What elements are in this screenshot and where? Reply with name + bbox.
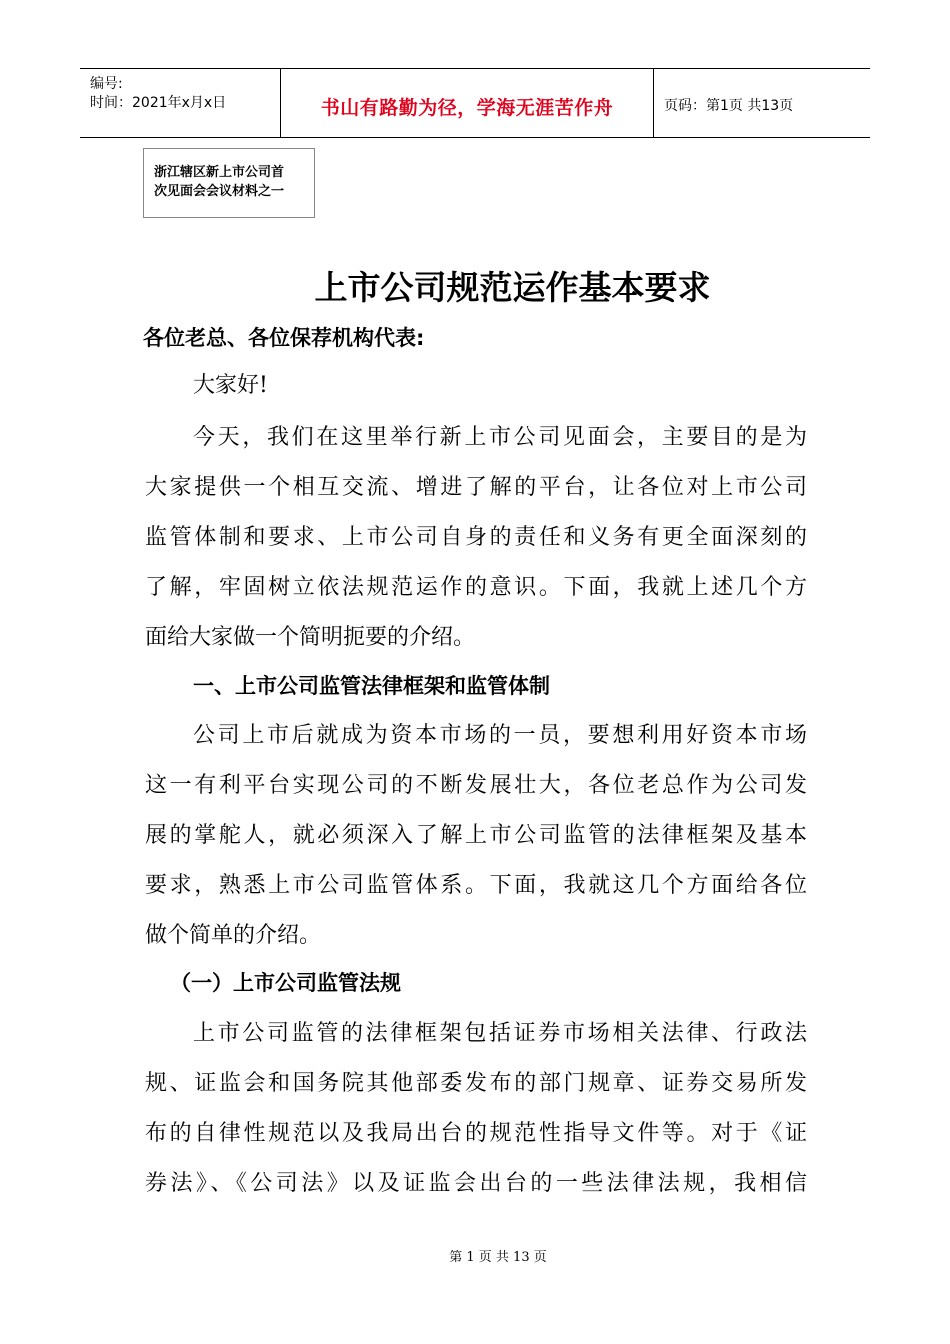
- meeting-material-line-1: 浙江辖区新上市公司首: [154, 165, 285, 180]
- paragraph-3-line: 券法》、《公司法》以及证监会出台的一些法律法规，我相信: [145, 1171, 807, 1196]
- header-info-cell: [80, 69, 281, 137]
- section-heading-1: 一、上市公司监管法律框架和监管体制: [193, 674, 550, 698]
- paragraph-2-line: 展的掌舵人，就必须深入了解上市公司监管的法律框架及基本: [145, 823, 807, 848]
- meeting-material-box: [143, 148, 315, 218]
- paragraph-1-line: 面给大家做一个简明扼要的介绍。: [145, 625, 476, 650]
- paragraph-2-line: 要求，熟悉上市公司监管体系。下面，我就这几个方面给各位: [145, 873, 807, 898]
- greeting: 大家好!: [193, 373, 268, 398]
- paragraph-1-line: 了解，牢固树立依法规范运作的意识。下面，我就上述几个方: [145, 575, 807, 600]
- page-footer: 第 1 页 共 13 页: [449, 1250, 547, 1265]
- paragraph-3-line: 上市公司监管的法律框架包括证券市场相关法律、行政法: [193, 1021, 807, 1046]
- salutation: 各位老总、各位保荐机构代表:: [143, 326, 425, 350]
- document-number-label: 编号:: [90, 76, 123, 92]
- header-motto-cell: [281, 69, 654, 137]
- header-page-label: 页码：第1页 共13页: [664, 98, 794, 114]
- paragraph-3-line: 布的自律性规范以及我局出台的规范性指导文件等。对于《证: [145, 1121, 807, 1146]
- paragraph-2-line: 公司上市后就成为资本市场的一员，要想利用好资本市场: [193, 723, 807, 748]
- paragraph-1-line: 监管体制和要求、上市公司自身的责任和义务有更全面深刻的: [145, 525, 807, 550]
- document-title: 上市公司规范运作基本要求: [314, 268, 711, 307]
- paragraph-1-line: 今天，我们在这里举行新上市公司见面会，主要目的是为: [193, 425, 807, 450]
- meeting-material-line-2: 次见面会会议材料之一: [154, 184, 285, 199]
- paragraph-2-line: 做个简单的介绍。: [145, 923, 322, 948]
- header-table: [80, 68, 870, 138]
- document-time-label: 时间：2021年x月x日: [90, 95, 227, 111]
- header-page-cell: [654, 69, 870, 137]
- paragraph-3-line: 规、证监会和国务院其他部委发布的部门规章、证券交易所发: [145, 1071, 807, 1096]
- paragraph-2-line: 这一有利平台实现公司的不断发展壮大，各位老总作为公司发: [145, 773, 807, 798]
- section-heading-2: （一）上市公司监管法规: [170, 971, 401, 995]
- header-motto: 书山有路勤为径，学海无涯苦作舟: [320, 97, 614, 119]
- paragraph-1-line: 大家提供一个相互交流、增进了解的平台，让各位对上市公司: [145, 475, 807, 500]
